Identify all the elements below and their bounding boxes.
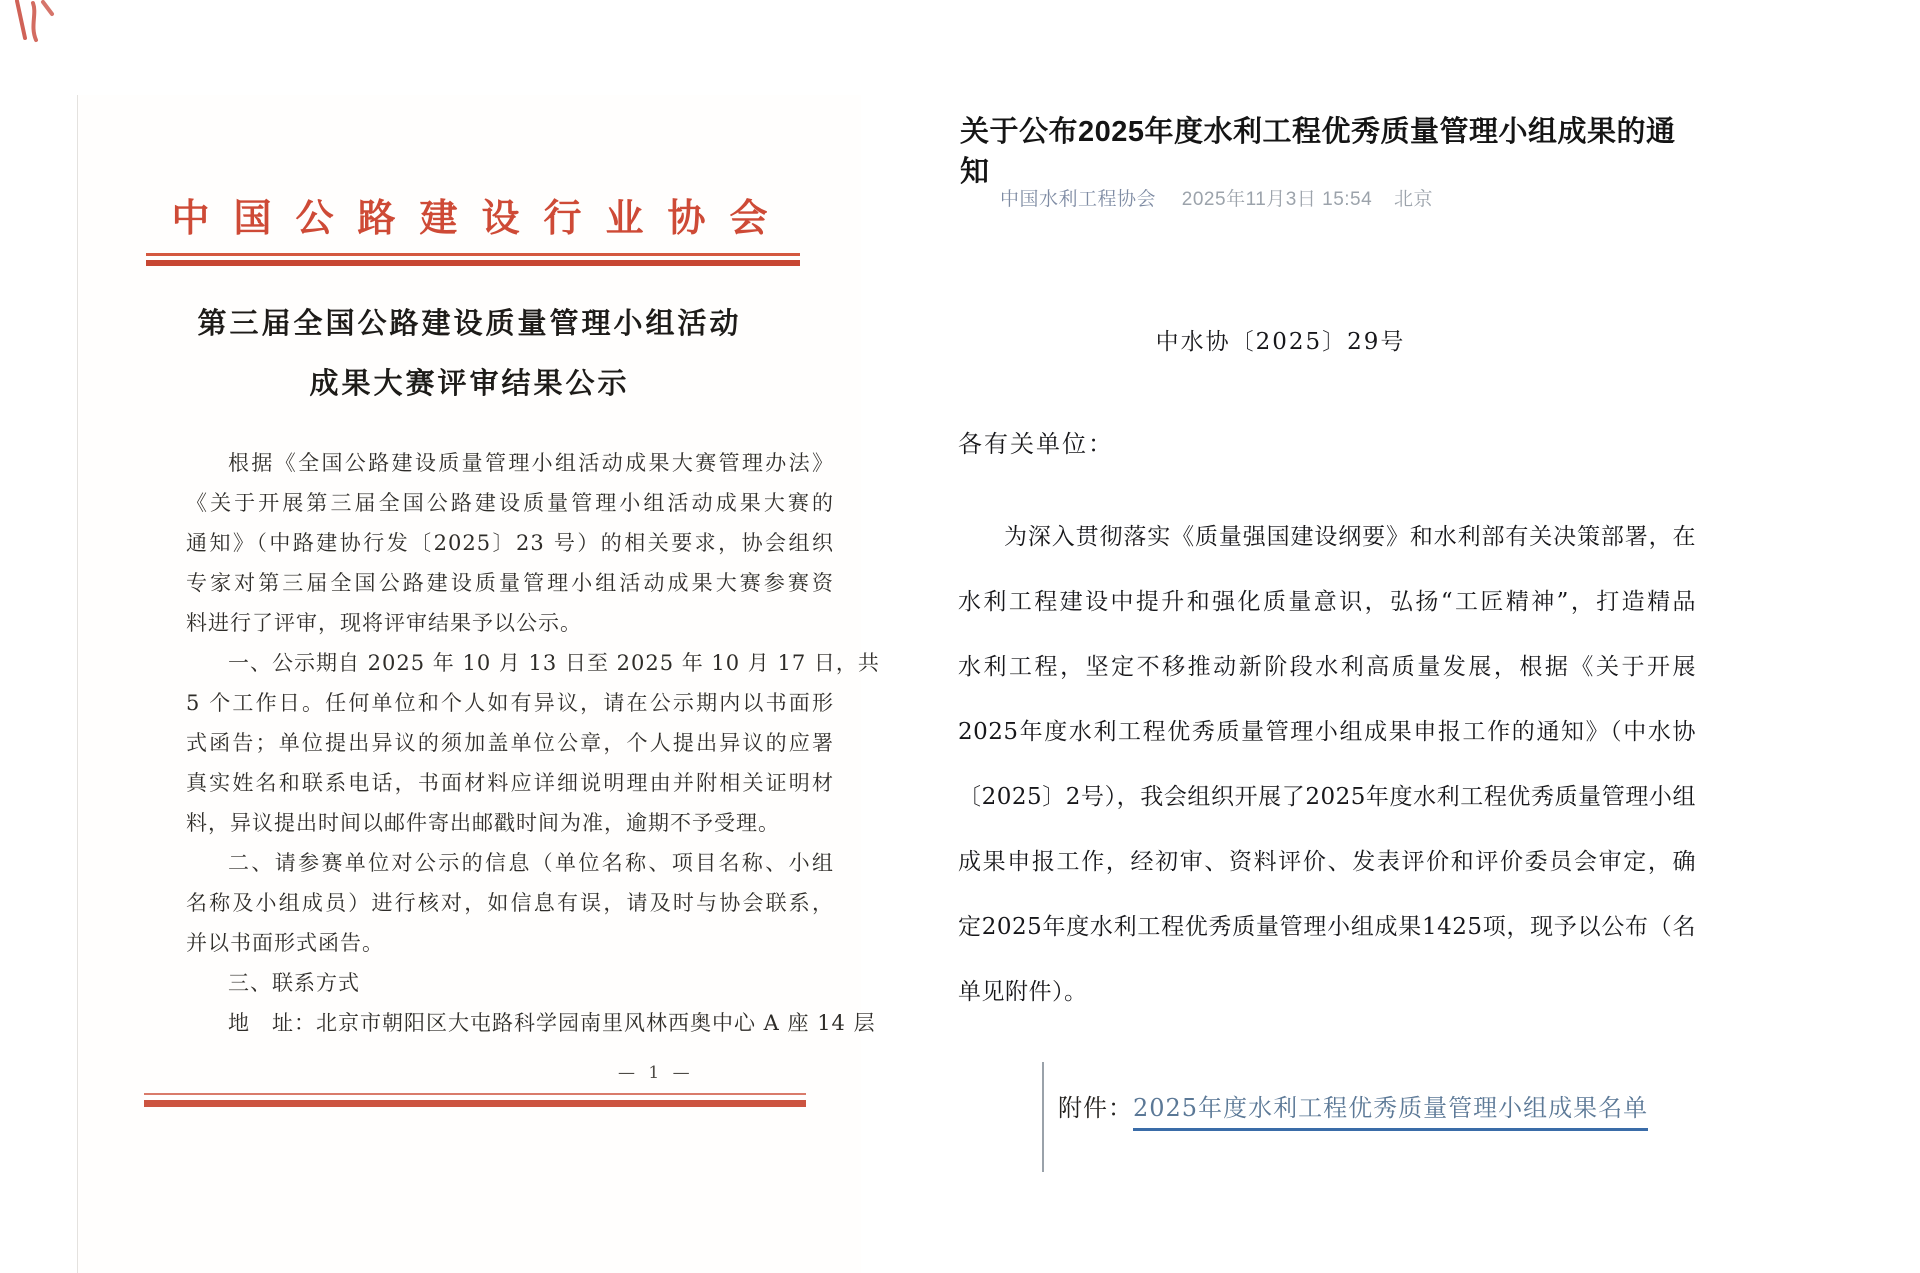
attachment-link[interactable]: 2025年度水利工程优秀质量管理小组成果名单 (1133, 1094, 1648, 1131)
document-text-line: 三、联系方式 (228, 971, 360, 995)
document-text-line: 《关于开展第三届全国公路建设质量管理小组活动成果大赛的 (186, 491, 834, 515)
article-text-line: 水利工程，坚定不移推动新阶段水利高质量发展，根据《关于开展 (958, 654, 1696, 680)
document-text-line: 真实姓名和联系电话，书面材料应详细说明理由并附相关证明材 (186, 771, 834, 795)
document-text-line: 式函告；单位提出异议的须加盖单位公章，个人提出异议的应署 (186, 731, 834, 755)
left-document-page (77, 95, 880, 1273)
document-text-line: 一、公示期自 2025 年 10 月 13 日至 2025 年 10 月 17 日，共 (228, 651, 880, 675)
article-location: 北京 (1393, 189, 1433, 210)
article-text-line: 2025年度水利工程优秀质量管理小组成果申报工作的通知》（中水协 (958, 719, 1696, 745)
article-source[interactable]: 中国水利工程协会 (1000, 189, 1157, 210)
article-text-line: 单见附件）。 (958, 979, 1088, 1005)
article-text-line: 〔2025〕2号），我会组织开展了2025年度水利工程优秀质量管理小组 (958, 784, 1696, 810)
document-text-line: 专家对第三届全国公路建设质量管理小组活动成果大赛参赛资 (186, 571, 834, 595)
attachment-cell-border (1042, 1062, 1044, 1172)
document-text-line: 名称及小组成员）进行核对，如信息有误，请及时与协会联系， (186, 891, 834, 915)
document-text-line: 通知》（中路建协行发〔2025〕23 号）的相关要求，协会组织 (186, 531, 834, 555)
article-date: 2025年11月3日 15:54 (1181, 189, 1373, 210)
article-text-line: 成果申报工作，经初审、资料评价、发表评价和评价委员会审定，确 (958, 849, 1696, 875)
salutation: 各有关单位： (958, 430, 1114, 458)
article-text-line: 为深入贯彻落实《质量强国建设纲要》和水利部有关决策部署，在 (1004, 524, 1696, 550)
attachment-label: 附件： (1058, 1094, 1133, 1122)
attachment-row (1058, 1088, 1648, 1123)
footer-divider-thick-line (144, 1100, 806, 1107)
document-text-line: 地 址：北京市朝阳区大屯路科学园南里风林西奥中心 A 座 14 层 (228, 1011, 876, 1035)
letterhead-divider-thick-line (146, 260, 800, 266)
red-ink-marks (6, 0, 58, 48)
letterhead-divider (146, 253, 800, 266)
article-text-line: 水利工程建设中提升和强化质量意识，弘扬“工匠精神”，打造精品 (958, 589, 1696, 615)
document-text-line: 料进行了评审，现将评审结果予以公示。 (186, 611, 582, 635)
footer-divider (144, 1093, 806, 1107)
article-meta (1000, 184, 1433, 211)
document-title-line-1: 第三届全国公路建设质量管理小组活动 (197, 306, 742, 340)
document-title (78, 293, 861, 413)
article-text-line: 定2025年度水利工程优秀质量管理小组成果1425项，现予以公布（名 (958, 914, 1696, 940)
notice-article (958, 0, 1698, 1273)
document-number: 中水协〔2025〕29号 (1155, 329, 1406, 355)
document-text-line: 并以书面形式函告。 (186, 931, 384, 955)
document-body (186, 443, 880, 1043)
document-title-line-2: 成果大赛评审结果公示 (309, 366, 630, 400)
article-body (958, 505, 1696, 1025)
red-ink-marks-icon (6, 0, 58, 48)
page-number: — 1 — (618, 1063, 694, 1083)
document-text-line: 5 个工作日。任何单位和个人如有异议，请在公示期内以书面形 (186, 691, 834, 715)
document-text-line: 二、请参赛单位对公示的信息（单位名称、项目名称、小组 (228, 851, 834, 875)
document-text-line: 料，异议提出时间以邮件寄出邮戳时间为准，逾期不予受理。 (186, 811, 780, 835)
document-text-line: 根据《全国公路建设质量管理小组活动成果大赛管理办法》 (228, 451, 834, 475)
association-letterhead: 中国公路建设行业协会 (171, 195, 792, 240)
article-title: 关于公布2025年度水利工程优秀质量管理小组成果的通知 (960, 116, 1676, 188)
